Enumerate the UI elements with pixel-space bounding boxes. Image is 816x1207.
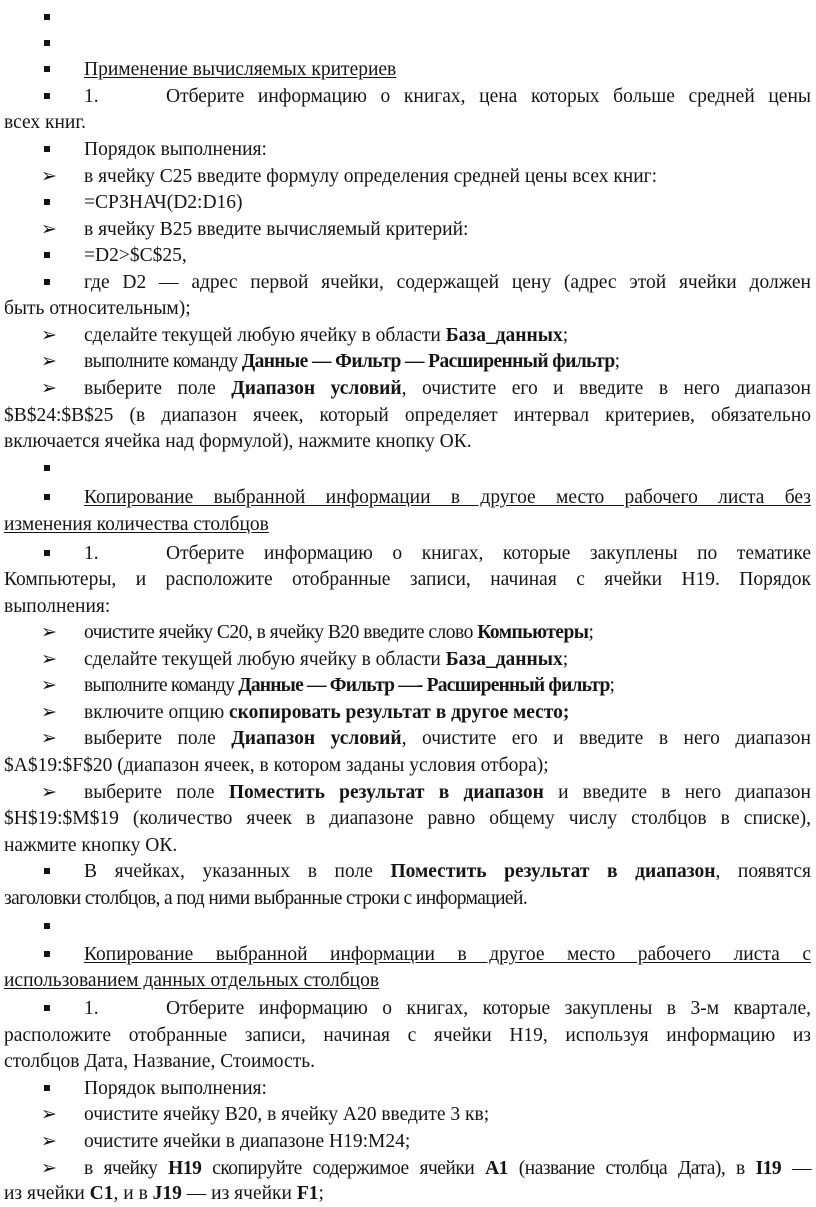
arrow-bullet-icon: ➢ — [41, 1131, 57, 1152]
bullet-square-icon — [44, 279, 50, 285]
procedure-label: Порядок выполнения: — [0, 1075, 816, 1102]
arrow-bullet-icon: ➢ — [41, 325, 57, 346]
list-item — [0, 30, 816, 57]
bullet-square-icon — [44, 146, 50, 152]
section-heading: использованием данных отдельных столбцов — [4, 970, 380, 991]
step-item: нажмите кнопку ОК. — [4, 835, 178, 856]
task-line: 1. Отберите информацию о книгах, которые закуплены по тематике — [0, 540, 816, 567]
bullet-square-icon — [44, 199, 50, 205]
step-item: ➢ в ячейку В25 введите вычисляемый критерий: — [0, 216, 816, 243]
arrow-bullet-icon: ➢ — [41, 702, 57, 723]
step-item: включается ячейка над формулой), нажмите кнопку ОК. — [4, 431, 472, 452]
step-item: ➢ в ячейку С25 введите формулу определения средней цены всех книг: — [0, 163, 816, 190]
list-item — [0, 4, 816, 31]
bullet-square-icon — [44, 951, 50, 957]
result-note: В ячейках, указанных в поле Поместить результат в диапазон, появятся — [0, 858, 816, 885]
arrow-bullet-icon: ➢ — [41, 1158, 57, 1179]
step-item: ➢ сделайте текущей любую ячейку в области База_данных; — [0, 646, 816, 673]
bullet-square-icon — [44, 40, 50, 46]
step-item: $A$19:$F$20 (диапазон ячеек, в котором заданы условия отбора); — [4, 755, 549, 776]
task-line: 1. Отберите информацию о книгах, которые закуплены в 3-м квартале, — [0, 995, 816, 1022]
task-line: столбцов Дата, Название, Стоимость. — [4, 1051, 315, 1072]
step-item: ➢ включите опцию скопировать результат в другое место; — [0, 699, 816, 726]
bullet-square-icon — [44, 550, 50, 556]
step-item: ➢ в ячейку H19 скопируйте содержимое ячейки A1 (название столбца Дата), в I19 — — [0, 1155, 816, 1182]
list-item — [0, 455, 816, 482]
bullet-square-icon — [44, 465, 50, 471]
arrow-bullet-icon: ➢ — [41, 675, 57, 696]
bullet-square-icon — [44, 14, 50, 20]
bullet-square-icon — [44, 494, 50, 500]
arrow-bullet-icon: ➢ — [41, 782, 57, 803]
bullet-square-icon — [44, 252, 50, 258]
task-line: выполнения: — [4, 596, 111, 617]
step-item: ➢ сделайте текущей любую ячейку в области База_данных; — [0, 322, 816, 349]
bullet-square-icon — [44, 868, 50, 874]
section-heading: Копирование выбранной информации в другое место рабочего листа без — [0, 484, 816, 511]
task-line: Компьютеры, и расположите отобранные записи, начиная с ячейки Н19. Порядок — [4, 569, 811, 590]
bullet-square-icon — [44, 1005, 50, 1011]
procedure-label: Порядок выполнения: — [0, 136, 816, 163]
bullet-square-icon — [44, 1085, 50, 1091]
step-item: ➢ выполните команду Данные — Фильтр — Расширенный фильтр; — [0, 348, 816, 375]
arrow-bullet-icon: ➢ — [41, 351, 57, 372]
formula-line: =D2>$C$25, — [0, 242, 816, 269]
bullet-square-icon — [44, 93, 50, 99]
arrow-bullet-icon: ➢ — [41, 1104, 57, 1125]
bullet-square-icon — [44, 66, 50, 72]
note-line: быть относительным); — [4, 298, 191, 319]
note-line: где D2 — адрес первой ячейки, содержащей цену (адрес этой ячейки должен — [0, 269, 816, 296]
arrow-bullet-icon: ➢ — [41, 378, 57, 399]
arrow-bullet-icon: ➢ — [41, 219, 57, 240]
arrow-bullet-icon: ➢ — [41, 649, 57, 670]
step-item: ➢ выберите поле Поместить результат в диапазон и введите в него диапазон — [0, 779, 816, 806]
step-item: ➢ выполните команду Данные — Фильтр —- Расширенный фильтр; — [0, 672, 816, 699]
task-line: расположите отобранные записи, начиная с ячейки Н19, используя информацию из — [4, 1025, 811, 1046]
formula-line: =СРЗНАЧ(D2:D16) — [0, 189, 816, 216]
step-item: ➢ очистите ячейку В20, в ячейку А20 введите 3 кв; — [0, 1101, 816, 1128]
arrow-bullet-icon: ➢ — [41, 728, 57, 749]
section-heading: Копирование выбранной информации в другое место рабочего листа с — [0, 941, 816, 968]
list-item — [0, 913, 816, 940]
step-item: $B$24:$B$25 (в диапазон ячеек, который определяет интервал критериев, обязательно — [4, 405, 811, 426]
step-item: ➢ очистите ячейку С20, в ячейку В20 введите слово Компьютеры; — [0, 619, 816, 646]
bullet-square-icon — [44, 923, 50, 929]
task-line: всех книг. — [4, 112, 87, 133]
section-heading: Применение вычисляемых критериев — [0, 56, 816, 83]
task-line: 1. Отберите информацию о книгах, цена которых больше средней цены — [0, 83, 816, 110]
section-heading: изменения количества столбцов — [4, 514, 269, 535]
step-item: ➢ выберите поле Диапазон условий, очистите его и введите в него диапазон — [0, 725, 816, 752]
arrow-bullet-icon: ➢ — [41, 622, 57, 643]
step-item: ➢ очистите ячейки в диапазоне Н19:М24; — [0, 1128, 816, 1155]
result-note: заголовки столбцов, а под ними выбранные строки с информацией. — [4, 888, 528, 909]
step-item: ➢ выберите поле Диапазон условий, очистите его и введите в него диапазон — [0, 375, 816, 402]
arrow-bullet-icon: ➢ — [41, 166, 57, 187]
step-item: $H$19:$M$19 (количество ячеек в диапазоне равно общему числу столбцов в списке), — [4, 808, 811, 829]
step-item: из ячейки C1, и в J19 — из ячейки F1; — [4, 1183, 324, 1204]
